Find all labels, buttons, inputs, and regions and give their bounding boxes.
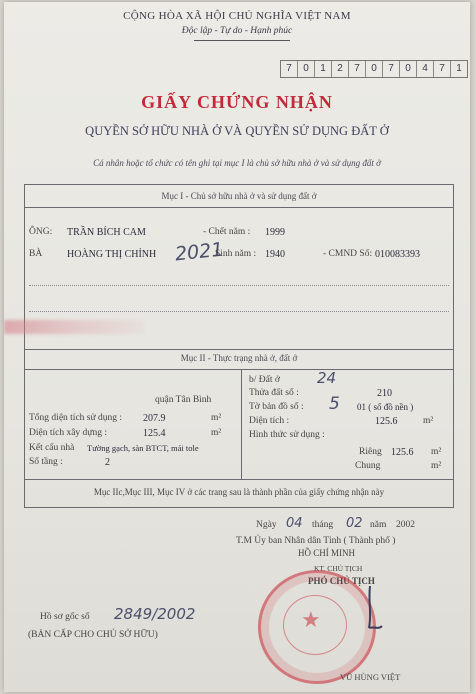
owner2-name: HOÀNG THỊ CHỈNH [67, 249, 157, 260]
column-divider [241, 369, 242, 479]
serial-digit: 1 [314, 61, 331, 77]
build-area-label: Diện tích xây dựng : [29, 428, 107, 438]
owner2-prefix: BÀ [29, 249, 43, 259]
signer-role: PHÓ CHỦ TỊCH [308, 576, 375, 586]
private-value: 125.6 [391, 447, 414, 458]
build-area-value: 125.4 [143, 428, 166, 439]
blank-line [29, 285, 449, 286]
blank-line [29, 311, 449, 312]
serial-digit: 7 [348, 61, 365, 77]
seal-star-icon: ★ [301, 607, 321, 632]
land-area-value: 125.6 [375, 416, 398, 427]
motto-underline [194, 40, 290, 41]
footnote: Mục IIc,Mục III, Mục IV ở các trang sau là thành phần của giấy chứng nhận này [93, 487, 385, 497]
plot-handwritten: 24 [317, 369, 337, 387]
serial-digit: 7 [433, 61, 450, 77]
serial-digit: 4 [416, 61, 433, 77]
divider [25, 349, 453, 350]
authority: T.M Ủy ban Nhân dân Tỉnh ( Thành phố ) [236, 536, 396, 546]
shared-label: Chung [355, 461, 381, 471]
owner2-birth-label: Sinh năm : [215, 249, 257, 259]
date-year: 2002 [396, 520, 415, 530]
signature-mark [350, 582, 390, 642]
owner1-death-year: 1999 [265, 227, 285, 238]
total-area-value: 207.9 [143, 413, 166, 424]
certificate-page [4, 2, 470, 692]
owner2-birth-year: 1940 [265, 249, 285, 260]
nation-header: CỘNG HÒA XÃ HỘI CHỦ NGHĨA VIỆT NAM [123, 10, 351, 22]
land-area-unit: m² [423, 416, 434, 426]
serial-digit: 0 [297, 61, 314, 77]
owner1-death-label: - Chết năm : [203, 227, 251, 237]
plot-label: Thửa đất số : [249, 388, 299, 398]
section1-heading: Mục I - Chủ sở hữu nhà ở và sử dụng đất ở [161, 191, 317, 201]
section2-heading: Mục II - Thực trạng nhà ở, đất ở [180, 353, 298, 363]
divider [25, 369, 453, 370]
record-note: (BẢN CẤP CHO CHỦ SỞ HỮU) [28, 630, 158, 640]
record-value: 2849/2002 [114, 605, 196, 623]
structure-label: Kết cấu nhà [29, 443, 75, 453]
private-unit: m² [431, 447, 442, 457]
city: HỒ CHÍ MINH [298, 548, 355, 558]
map-label: Tờ bản đồ số : [249, 402, 304, 412]
details-frame [24, 184, 454, 508]
shared-unit: m² [431, 461, 442, 471]
usage-label: Hình thức sử dụng : [249, 430, 325, 440]
owner1-name: TRẦN BÍCH CAM [67, 227, 146, 238]
owner1-prefix: ÔNG: [29, 227, 53, 237]
certificate-subtitle: QUYỀN SỞ HỮU NHÀ Ở VÀ QUYỀN SỬ DỤNG ĐẤT Ở [85, 124, 389, 138]
total-area-unit: m² [211, 413, 222, 423]
year-label: năm [370, 520, 387, 530]
serial-digit: 7 [382, 61, 399, 77]
map-value: 01 ( số đồ nền ) [357, 402, 414, 412]
floors-label: Số tầng : [29, 457, 63, 467]
structure-value: Tường gạch, sàn BTCT, mái tole [87, 443, 199, 453]
motto: Độc lập - Tự do - Hạnh phúc [181, 26, 293, 36]
serial-digit: 2 [331, 61, 348, 77]
handwritten-note: 2021 [173, 238, 225, 266]
floors-value: 2 [105, 457, 110, 468]
house-district: quận Tân Bình [155, 395, 212, 405]
role-top: KT. CHỦ TỊCH [314, 564, 363, 573]
divider [25, 207, 453, 208]
private-label: Riêng [359, 447, 382, 457]
date-month: 02 [346, 516, 363, 531]
signer-name: VŨ HÙNG VIỆT [340, 672, 401, 682]
serial-digit: 0 [399, 61, 416, 77]
owner2-id-label: - CMND Số: [323, 249, 373, 259]
certificate-title: GIẤY CHỨNG NHẬN [141, 92, 333, 112]
serial-digit: 0 [365, 61, 382, 77]
redaction-mark [4, 320, 144, 334]
month-label: tháng [312, 520, 334, 530]
divider [25, 479, 453, 480]
date-prefix: Ngày [256, 520, 277, 530]
serial-digit: 1 [450, 61, 467, 77]
owner2-id-value: 010083393 [375, 249, 420, 260]
intro-text: Cá nhân hoặc tổ chức có tên ghi tại mục I là chủ sở hữu nhà ở và sử dụng đất ở [93, 158, 381, 168]
plot-value: 210 [377, 388, 392, 399]
record-label: Hồ sơ gốc số [40, 612, 90, 622]
total-area-label: Tổng diện tích sử dụng : [29, 413, 123, 423]
land-area-label: Diện tích : [249, 416, 290, 426]
date-day: 04 [286, 516, 303, 531]
serial-digit: 7 [286, 63, 292, 74]
land-heading: b/ Đất ở [249, 375, 280, 385]
map-handwritten: 5 [329, 394, 340, 414]
build-area-unit: m² [211, 428, 222, 438]
serial-number-box [280, 60, 468, 78]
